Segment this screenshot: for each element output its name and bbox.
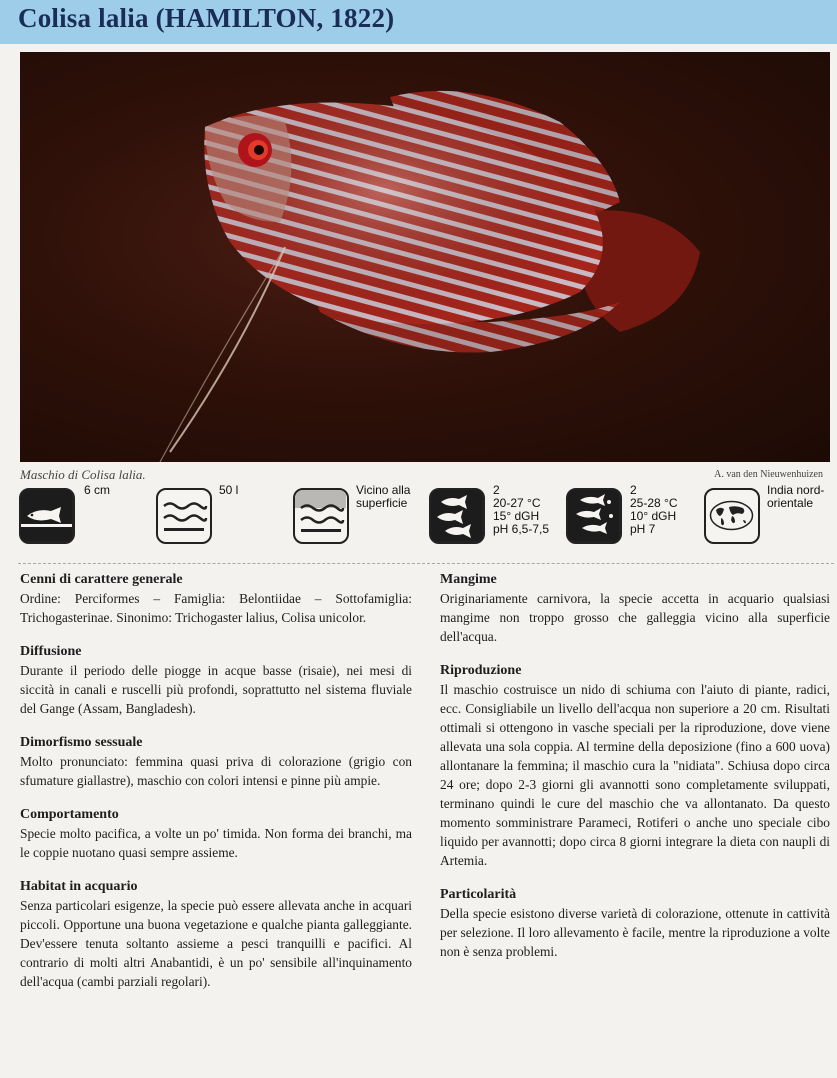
section-body: Della specie esistono diverse varietà di colorazione, ottenute in cattività per selezione. Il loro allevamento è facile, mentre la riproduzione a volte non è senza problemi.	[440, 906, 830, 959]
section-heading: Diffusione	[20, 644, 82, 659]
water-breeding-ph: pH 7	[630, 522, 656, 536]
size-label	[84, 484, 110, 497]
fish-pair-icon	[566, 488, 622, 544]
size-value: 6 cm	[84, 483, 111, 497]
section-heading: Cenni di carattere generale	[20, 572, 183, 587]
section-heading: Dimorfismo sessuale	[20, 735, 143, 750]
section-particularities	[440, 885, 830, 961]
right-column	[440, 570, 830, 976]
dwarf-gourami-illustration	[20, 52, 830, 462]
section-heading: Mangime	[440, 572, 497, 587]
swimming-zone-line-1: Vicino alla	[356, 483, 411, 497]
section-behavior	[20, 805, 412, 862]
section-body: Senza particolari esigenze, la specie può essere allevata anche in acquari piccoli. Opportune una buona vegetazione e qualche pianta galleggiante. Dev'essere tenuta soltanto assieme a pesci tranquilli e pacifici. Al contrario di molti altri Anabantidi, è un po' sensibile all'inquinamento dell'acqua (cambi parziali regolari).	[20, 898, 412, 989]
section-reproduction	[440, 661, 830, 870]
tank-volume-value: 50 l	[219, 483, 239, 497]
water-community-temperature: 20-27 °C	[493, 496, 541, 510]
section-dimorphism	[20, 733, 412, 790]
section-heading: Riproduzione	[440, 663, 522, 678]
left-column	[20, 570, 412, 1006]
title-bar	[0, 0, 837, 44]
page-title: Colisa lalia (HAMILTON, 1822)	[18, 3, 395, 33]
origin-line-1: India nord-	[767, 483, 825, 497]
water-breeding-temperature: 25-28 °C	[630, 496, 678, 510]
section-body: Il maschio costruisce un nido di schiuma con l'aiuto di piante, radici, ecc. Consigliabile un livello dell'acqua non superiore a 20 cm. Risultati ottimali si ottengono in vasche speciali per la riproduzione, dove viene allevata una sola coppia. Al termine della deposizione (fino a 600 uova) allontanare la femmina; il maschio cura la "nidiata". Schiusa dopo circa 24 ore; dopo 2-3 giorni gli avannotti sono completamente sviluppati, terminano quindi le cure del maschio che va allontanato. Da questo momento somministrare Parameci, Rotiferi o anche uno speciale cibo liquido per avannotti; dopo circa 8 giorni integrare la dieta con naupli di Artemia.	[440, 682, 830, 868]
fish-silhouette-icon	[19, 488, 75, 544]
surface-zone-icon	[293, 488, 349, 544]
section-heading: Habitat in acquario	[20, 879, 138, 894]
section-heading: Comportamento	[20, 807, 119, 822]
water-breeding-line-1: 2	[630, 483, 637, 497]
water-breeding-hardness: 10° dGH	[630, 509, 677, 523]
origin-line-2: orientale	[767, 496, 814, 510]
section-heading: Particolarità	[440, 887, 517, 902]
swimming-zone-label	[356, 484, 410, 510]
section-distribution	[20, 642, 412, 718]
section-body: Ordine: Perciformes – Famiglia: Belontiidae – Sottofamiglia: Trichogasterinae. Sinonimo: Trichogaster lalius, Colisa unicolor.	[20, 591, 412, 625]
world-map-icon	[704, 488, 760, 544]
section-aquarium-habitat	[20, 877, 412, 991]
water-breeding-label	[630, 484, 678, 536]
divider	[18, 563, 834, 565]
section-general	[20, 570, 412, 627]
tank-volume-label	[219, 484, 238, 497]
water-community-ph: pH 6,5-7,5	[493, 522, 550, 536]
section-body: Durante il periodo delle piogge in acque basse (risaie), nei mesi di siccità in canali e ruscelli più profondi, soprattutto nel sistema fluviale del Gange (Assam, Bangladesh).	[20, 663, 412, 716]
fish-photo	[20, 52, 830, 462]
section-body: Molto pronunciato: femmina quasi priva di colorazione (grigio con sfumature giallastre), maschio con colori intensi e pinne più ampie.	[20, 754, 412, 788]
water-community-hardness: 15° dGH	[493, 509, 540, 523]
swimming-zone-line-2: superficie	[356, 496, 408, 510]
section-body: Originariamente carnivora, la specie accetta in acquario qualsiasi mangime non troppo grosso che galleggia vicino alla superficie dell'acqua.	[440, 591, 830, 644]
photo-credit: A. van den Nieuwenhuizen	[714, 469, 823, 480]
section-body: Specie molto pacifica, a volte un po' timida. Non forma dei branchi, ma le coppie nuotano quasi sempre assieme.	[20, 826, 412, 860]
tank-water-icon	[156, 488, 212, 544]
fish-school-icon	[429, 488, 485, 544]
icon-row	[0, 484, 837, 554]
origin-label	[767, 484, 824, 510]
section-food	[440, 570, 830, 646]
water-community-label	[493, 484, 549, 536]
water-community-line-1: 2	[493, 483, 500, 497]
photo-caption: Maschio di Colisa lalia.	[20, 467, 146, 482]
